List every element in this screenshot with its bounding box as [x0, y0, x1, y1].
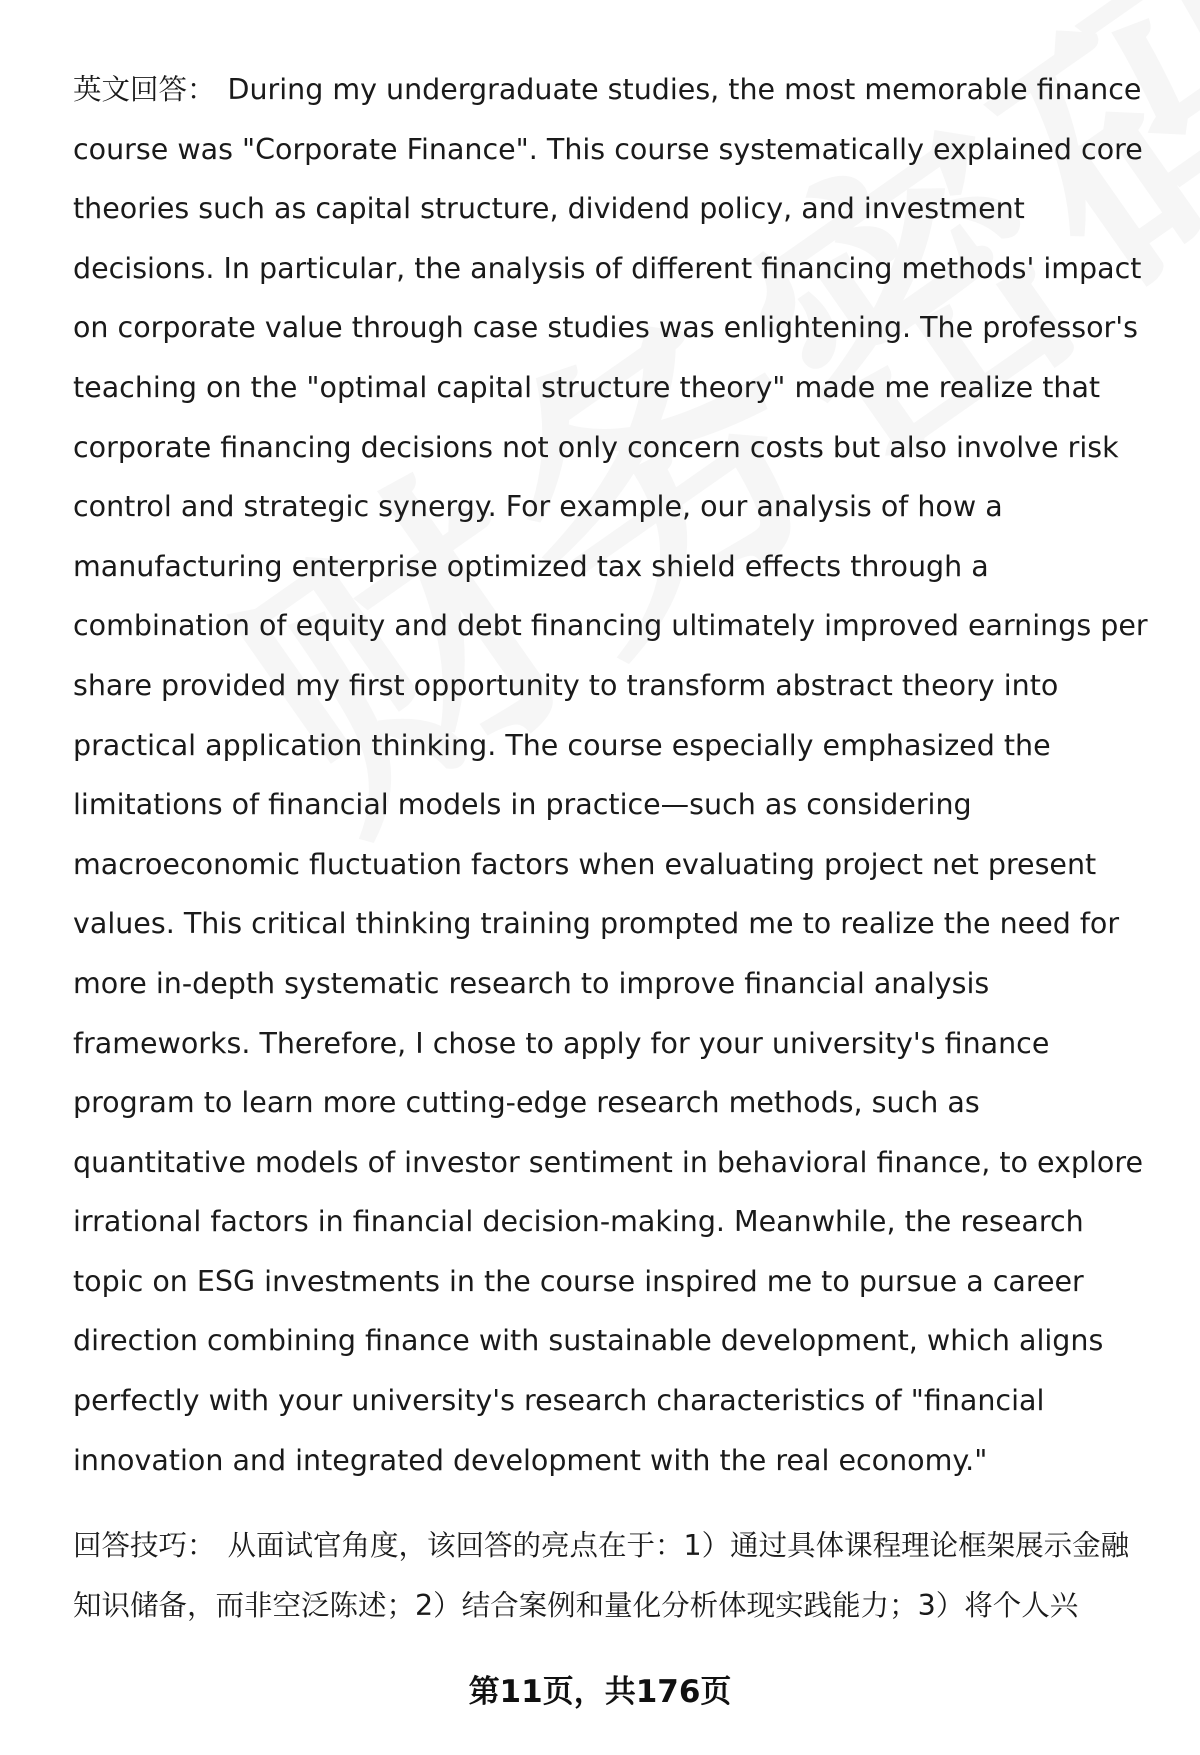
english-answer-text: During my undergraduate studies, the most memorable finance course was "Corporate Finance". This course systematically explained core theories such as capital structure, dividend policy, and investment decisions. In particular, the analysis of different financing methods' impact on corporate value through case studies was enlightening. The professor's teaching on the "optimal capital structure theory" made me realize that corporate financing decisions not only concern costs but also involve risk control and strategic synergy. For example, our analysis of how a manufacturing enterprise optimized tax shield effects through a combination of equity and debt financing ultimately improved earnings per share provided my first opportunity to transform abstract theory into practical application thinking. The course especially emphasized the limitations of financial models in practice—such as considering macroeconomic fluctuation factors when evaluating project net present values. This critical thinking training prompted me to realize the need for more in-depth systematic research to improve financial analysis frameworks. Therefore, I chose to apply for your university's finance program to learn more cutting-edge research methods, such as quantitative models of investor sentiment in behavioral finance, to explore irrational factors in financial decision-making. Meanwhile, the research topic on ESG investments in the course inspired me to pursue a career direction combining finance with sustainable development, which aligns perfectly with your university's research characteristics of "financial innovation and integrated development with the real economy." — [73, 73, 1148, 1477]
english-answer-paragraph — [73, 60, 1157, 1490]
answer-tips-label: 回答技巧： — [73, 1529, 216, 1563]
english-answer-label: 英文回答： — [73, 73, 216, 106]
answer-tips-text: 从面试官角度，该回答的亮点在于：1）通过具体课程理论框架展示金融知识储备，而非空泛陈述；2）结合案例和量化分析体现实践能力；3）将个人兴 — [73, 1529, 1130, 1622]
page-content — [73, 60, 1157, 1635]
answer-tips-paragraph — [73, 1516, 1157, 1635]
page-number: 第11页，共176页 — [468, 1674, 732, 1710]
